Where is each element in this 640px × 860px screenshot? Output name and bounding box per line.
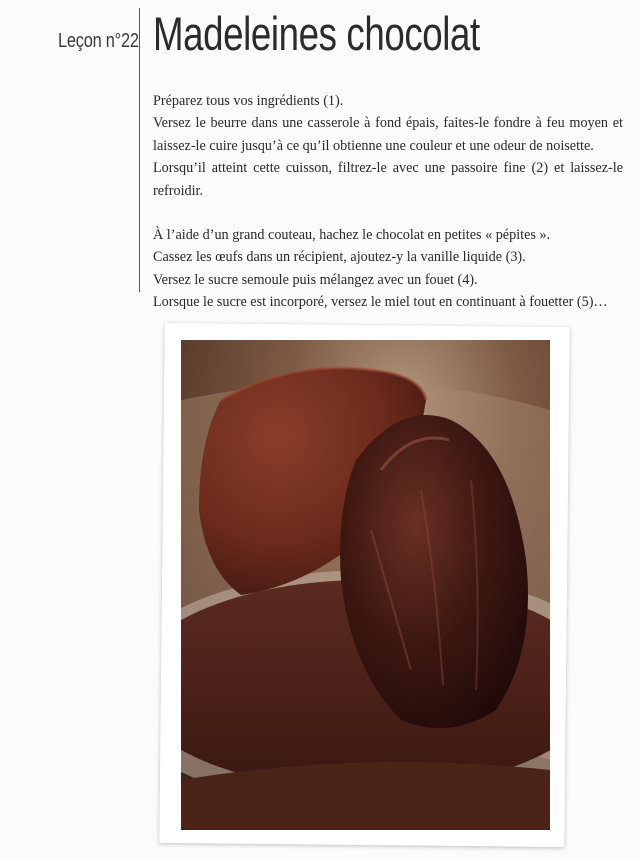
instruction-paragraph: Lorsque le sucre est incorporé, versez le miel tout en continuant à fouetter (5)… (153, 294, 608, 311)
lesson-number: Leçon n°22 (58, 30, 139, 52)
instruction-paragraph: Cassez les œufs dans un récipient, ajoutez-y la vanille liquide (3). (153, 249, 526, 266)
instruction-paragraph: Versez le sucre semoule puis mélangez avec un fouet (4). (153, 271, 478, 288)
recipe-instructions (153, 90, 623, 314)
vertical-divider (139, 8, 140, 292)
paragraph-gap (153, 202, 623, 224)
recipe-title: Madeleines chocolat (153, 7, 480, 60)
madeleines-photo (181, 340, 550, 830)
instruction-paragraph: Lorsqu’il atteint cette cuisson, filtrez-le avec une passoire fine (2) et laissez-le refroidir. (153, 160, 623, 199)
madeleines-illustration (181, 340, 550, 830)
instruction-paragraph: À l’aide d’un grand couteau, hachez le chocolat en petites « pépites ». (153, 227, 551, 244)
instruction-paragraph: Versez le beurre dans une casserole à fond épais, faites-le fondre à feu moyen et laissez-le cuire jusqu’à ce qu’il obtienne une couleur et une odeur de noisette. (153, 115, 623, 154)
instruction-paragraph: Préparez tous vos ingrédients (1). (153, 93, 344, 109)
